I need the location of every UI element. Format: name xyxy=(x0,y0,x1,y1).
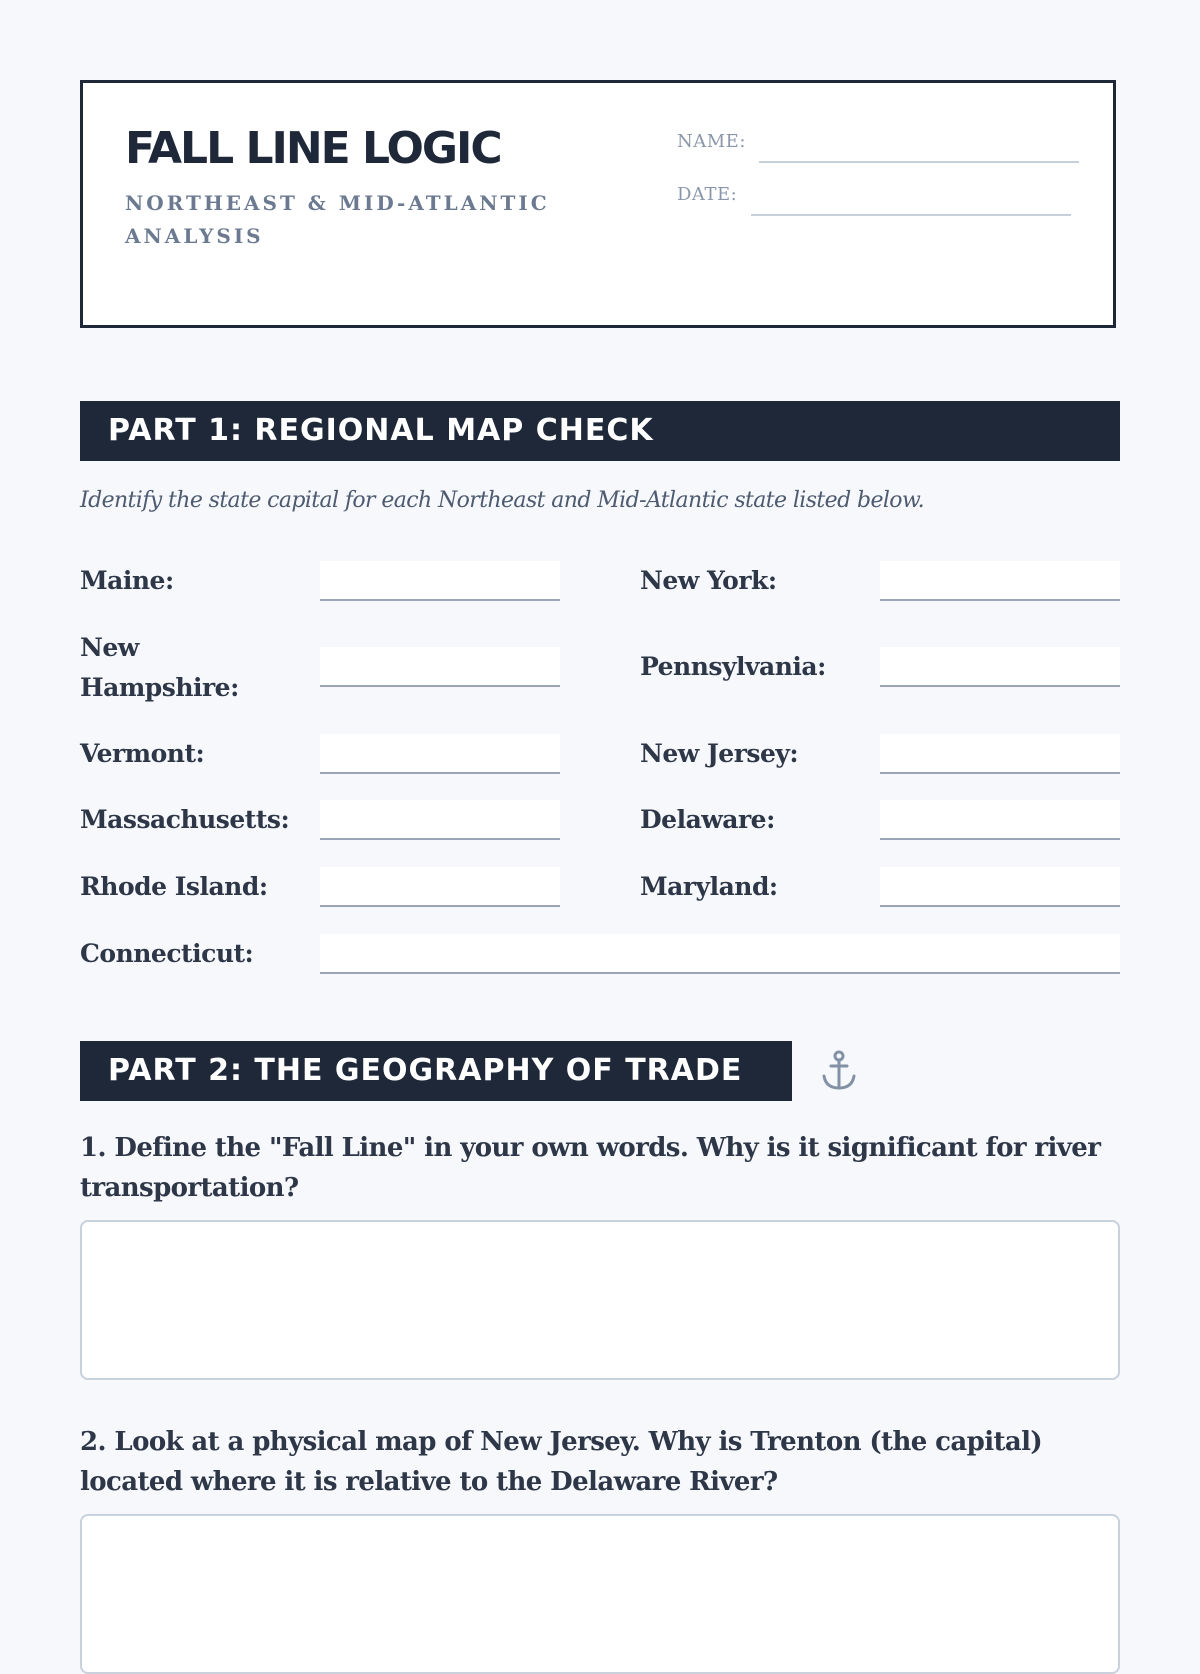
date-field[interactable] xyxy=(751,214,1071,216)
part1-heading: PART 1: REGIONAL MAP CHECK xyxy=(80,401,1120,461)
state-label-new-york: New York: xyxy=(640,566,777,595)
anchor-icon xyxy=(820,1050,858,1092)
date-label: DATE: xyxy=(677,184,738,205)
name-label: NAME: xyxy=(677,131,746,152)
capital-input-new-york[interactable] xyxy=(880,561,1120,601)
state-label-vermont: Vermont: xyxy=(80,739,205,768)
part2-heading: PART 2: THE GEOGRAPHY OF TRADE xyxy=(80,1041,792,1101)
part1-instruction: Identify the state capital for each Northeast and Mid-Atlantic state listed below. xyxy=(80,488,924,513)
capital-input-pennsylvania[interactable] xyxy=(880,647,1120,687)
state-label-massachusetts: Massachusetts: xyxy=(80,805,290,834)
state-label-delaware: Delaware: xyxy=(640,805,775,834)
state-label-new-hampshire: New Hampshire: xyxy=(80,633,239,702)
question-2: 2. Look at a physical map of New Jersey. Why is Trenton (the capital) located where it is relative to the Delaware River? xyxy=(80,1427,1043,1497)
state-label-new-jersey: New Jersey: xyxy=(640,739,799,768)
capital-input-new-hampshire[interactable] xyxy=(320,647,560,687)
worksheet-header xyxy=(80,80,1116,328)
capital-input-delaware[interactable] xyxy=(880,800,1120,840)
capital-input-massachusetts[interactable] xyxy=(320,800,560,840)
state-label-pennsylvania: Pennsylvania: xyxy=(640,652,826,681)
state-label-maine: Maine: xyxy=(80,566,174,595)
question-1: 1. Define the "Fall Line" in your own words. Why is it significant for river transportation? xyxy=(80,1133,1101,1203)
capital-input-maine[interactable] xyxy=(320,561,560,601)
worksheet-subtitle: NORTHEAST & MID-ATLANTIC ANALYSIS xyxy=(125,191,550,248)
capital-input-maryland[interactable] xyxy=(880,867,1120,907)
capital-input-connecticut[interactable] xyxy=(320,934,1120,974)
state-label-connecticut: Connecticut: xyxy=(80,939,254,968)
capital-input-new-jersey[interactable] xyxy=(880,734,1120,774)
worksheet-title: FALL LINE LOGIC xyxy=(125,123,501,174)
capital-input-rhode-island[interactable] xyxy=(320,867,560,907)
state-label-rhode-island: Rhode Island: xyxy=(80,872,268,901)
name-field[interactable] xyxy=(759,161,1079,163)
answer-box-1[interactable] xyxy=(80,1220,1120,1380)
answer-box-2[interactable] xyxy=(80,1514,1120,1674)
state-label-maryland: Maryland: xyxy=(640,872,778,901)
capital-input-vermont[interactable] xyxy=(320,734,560,774)
